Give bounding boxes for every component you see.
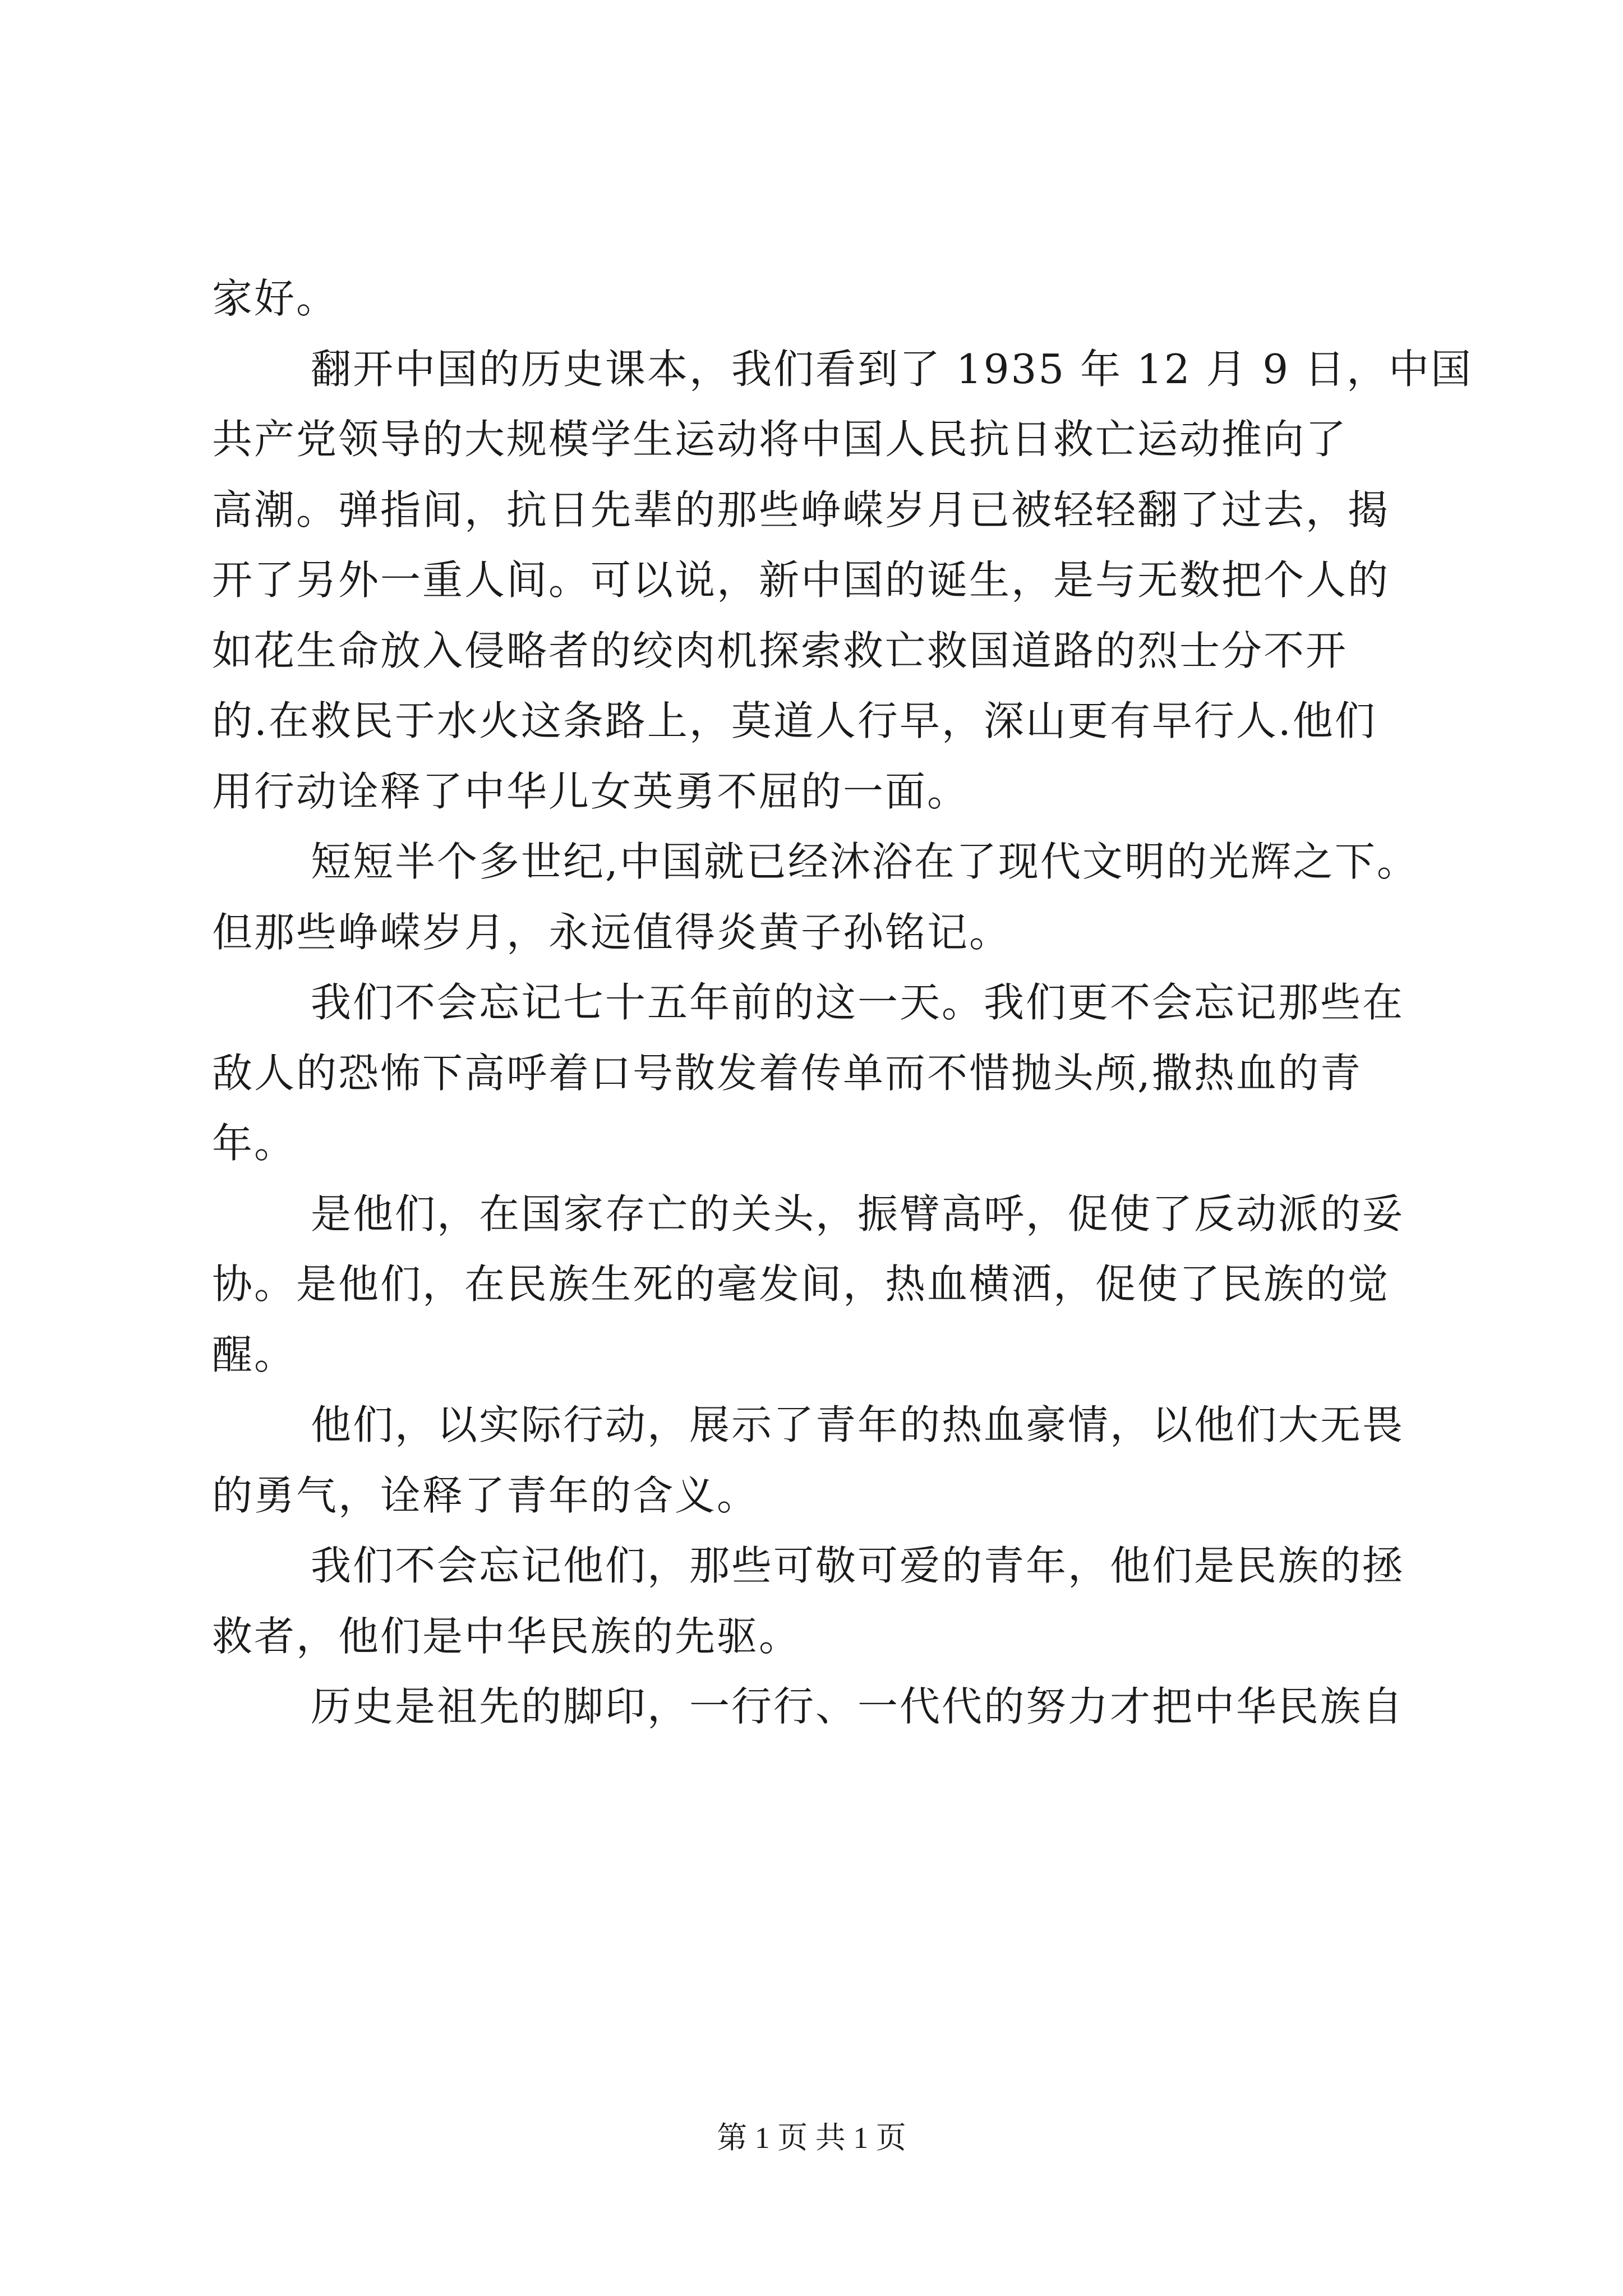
text-line: 高潮。弹指间，抗日先辈的那些峥嵘岁月已被轻轻翻了过去，揭 [212,486,1390,533]
text-line: 但那些峥嵘岁月，永远值得炎黄子孙铭记。 [212,908,1012,956]
text-line: 的勇气，诠释了青年的含义。 [212,1471,759,1519]
text-line: 我们不会忘记七十五年前的这一天。我们更不会忘记那些在 [311,979,1405,1026]
text-line: 救者，他们是中华民族的先驱。 [212,1612,801,1660]
text-line: 开了另外一重人间。可以说，新中国的诞生，是与无数把个人的 [212,556,1390,604]
text-line: 年。 [212,1120,297,1167]
text-line: 家好。 [212,275,339,322]
text-line: 如花生命放入侵略者的绞肉机探索救亡救国道路的烈士分不开 [212,627,1348,674]
text-line: 是他们，在国家存亡的关头，振臂高呼，促使了反动派的妥 [311,1190,1405,1237]
text-line: 协。是他们，在民族生死的毫发间，热血横洒，促使了民族的觉 [212,1260,1390,1308]
document-body [212,264,1473,1742]
text-line: 的.在救民于水火这条路上，莫道人行早，深山更有早行人.他们 [212,697,1377,744]
text-line: 醒。 [212,1331,297,1378]
text-line: 共产党领导的大规模学生运动将中国人民抗日救亡运动推向了 [212,416,1348,463]
text-line: 我们不会忘记他们，那些可敬可爱的青年，他们是民族的拯 [311,1542,1405,1589]
text-line: 用行动诠释了中华儿女英勇不屈的一面。 [212,767,970,815]
text-line: 短短半个多世纪,中国就已经沐浴在了现代文明的光辉之下。 [311,838,1419,885]
text-line: 他们，以实际行动，展示了青年的热血豪情，以他们大无畏 [311,1401,1405,1448]
text-line: 敌人的恐怖下高呼着口号散发着传单而不惜抛头颅,撒热血的青 [212,1049,1362,1097]
text-line: 翻开中国的历史课本，我们看到了 1935 年 12 月 9 日，中国 [311,345,1473,393]
text-line: 历史是祖先的脚印，一行行、一代代的努力才把中华民族自 [311,1683,1405,1730]
page-footer: 第 1 页 共 1 页 [717,2121,906,2155]
